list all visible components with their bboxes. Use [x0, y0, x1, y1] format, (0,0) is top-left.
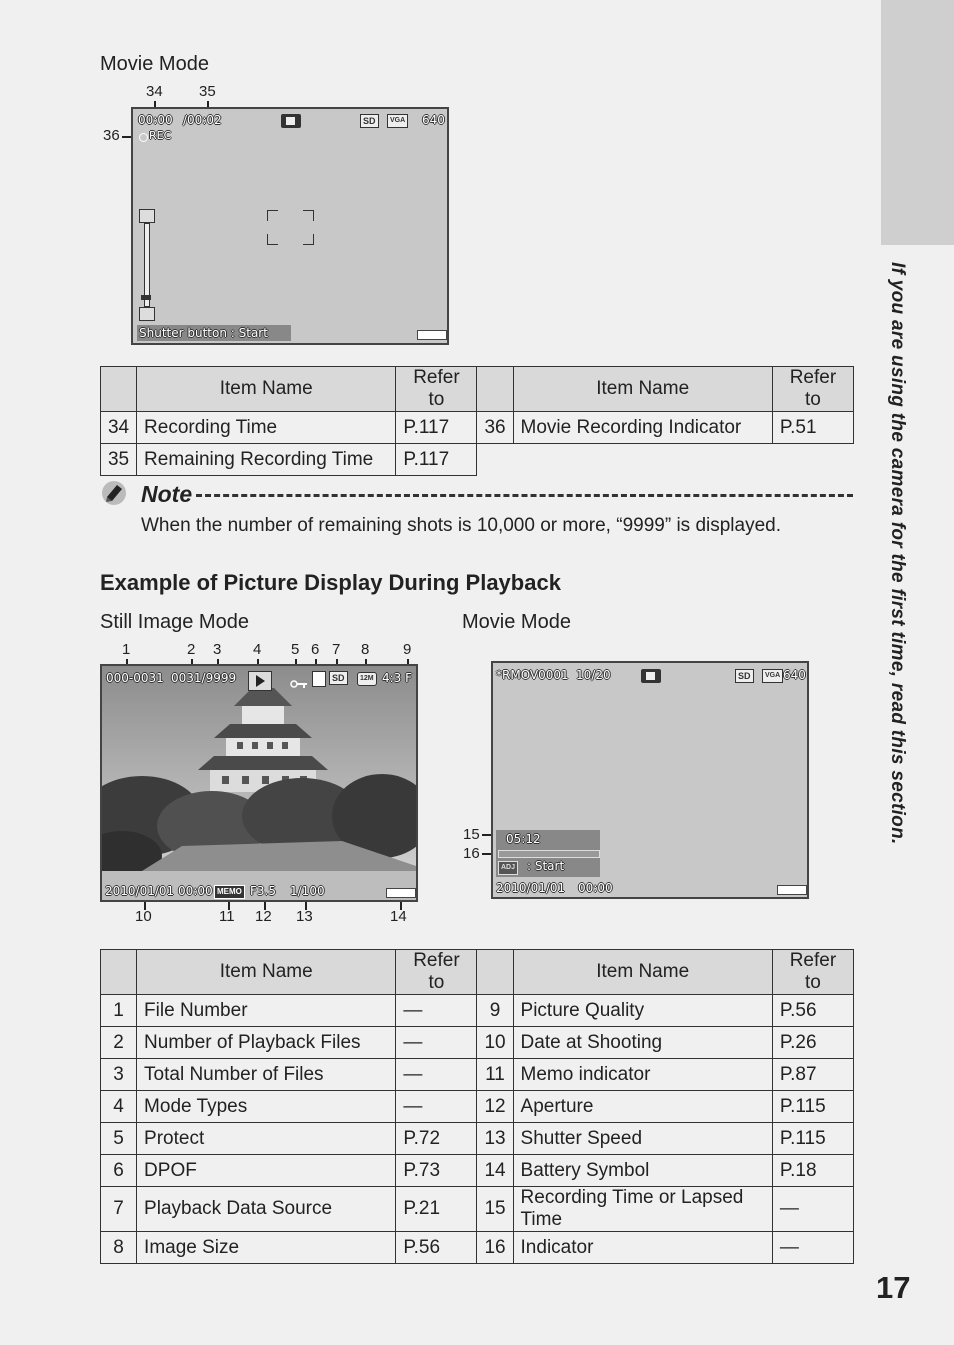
shutter-speed: 1/100: [290, 884, 325, 898]
zoom-wide-icon: [139, 307, 155, 321]
chapter-title: If you are using the camera for the first time, read this section.: [887, 262, 908, 845]
callout-15: 15: [463, 826, 480, 843]
movie-playback-screen: [491, 661, 809, 899]
image-size-icon: 12M: [357, 672, 377, 686]
movie-mode-label: Movie Mode: [100, 53, 209, 75]
callout-2: 2: [187, 641, 196, 658]
focus-frame-tr: [303, 210, 314, 221]
item-ref: P.51: [772, 412, 853, 444]
movie-mode-screen: [131, 107, 449, 345]
item-name: Remaining Recording Time: [137, 444, 396, 476]
item-ref: P.21: [396, 1187, 477, 1232]
shooting-time: 00:00: [178, 884, 213, 898]
movie-lapsed-time: 05:12: [506, 832, 541, 846]
protect-icon: [290, 675, 308, 683]
callout-9: 9: [403, 641, 412, 658]
item-ref: P.56: [772, 995, 853, 1027]
memo-icon: MEMO: [214, 885, 245, 899]
movie-file-count: 10/20: [576, 668, 611, 682]
item-ref: —: [396, 995, 477, 1027]
item-ref: P.117: [396, 444, 477, 476]
recording-time: 00:00: [138, 113, 173, 127]
callout-1: 1: [122, 641, 131, 658]
battery-icon: [417, 330, 447, 340]
shooting-date: 2010/01/01: [105, 884, 175, 898]
table-row: [101, 995, 854, 1027]
item-number: 6: [101, 1155, 137, 1187]
item-number: 34: [101, 412, 137, 444]
play-mode-icon: [248, 671, 272, 691]
aperture: F3.5: [250, 884, 276, 898]
item-name: Memo indicator: [513, 1059, 772, 1091]
item-number: 16: [477, 1232, 513, 1264]
note-text: When the number of remaining shots is 10,000 or more, “9999” is displayed.: [141, 515, 781, 536]
battery-icon: [386, 888, 416, 898]
movie-date: 2010/01/01: [496, 881, 566, 895]
item-number: 35: [101, 444, 137, 476]
item-name: File Number: [137, 995, 396, 1027]
callout-6: 6: [311, 641, 320, 658]
item-number: 2: [101, 1027, 137, 1059]
item-number: 13: [477, 1123, 513, 1155]
item-ref: —: [772, 1232, 853, 1264]
item-ref: P.87: [772, 1059, 853, 1091]
header-item-name: Item Name: [513, 367, 772, 412]
item-name: Protect: [137, 1123, 396, 1155]
movie-file-number: *RMOV0001: [496, 668, 569, 682]
header-blank: [101, 950, 137, 995]
vga-icon: VGA: [762, 669, 783, 683]
adj-start-label: : Start: [527, 859, 565, 873]
item-name: Mode Types: [137, 1091, 396, 1123]
focus-frame-bl: [267, 234, 278, 245]
item-name: Movie Recording Indicator: [513, 412, 772, 444]
callout-16: 16: [463, 845, 480, 862]
header-refer-to: Refer to: [772, 950, 853, 995]
item-number: 9: [477, 995, 513, 1027]
item-name: DPOF: [137, 1155, 396, 1187]
callout-10: 10: [135, 908, 152, 925]
castle-photo: [102, 666, 416, 900]
table-row: [101, 1091, 854, 1123]
callout-5: 5: [291, 641, 300, 658]
movie-image-size: 640: [783, 668, 806, 682]
item-name: Aperture: [513, 1091, 772, 1123]
callout-12: 12: [255, 908, 272, 925]
table-row: [101, 412, 854, 444]
item-number: 7: [101, 1187, 137, 1232]
sd-icon: SD: [329, 671, 348, 685]
callout-3: 3: [213, 641, 222, 658]
item-ref: P.115: [772, 1123, 853, 1155]
callout-14: 14: [390, 908, 407, 925]
item-number: 36: [477, 412, 513, 444]
playback-files: 0031/9999: [171, 671, 237, 685]
item-name: Playback Data Source: [137, 1187, 396, 1232]
item-number: 14: [477, 1155, 513, 1187]
image-size: 640: [422, 113, 445, 127]
page-number: 17: [876, 1270, 911, 1305]
movie-clock: 00:00: [578, 881, 613, 895]
chapter-side-text: [860, 262, 920, 922]
item-number: 11: [477, 1059, 513, 1091]
picture-quality: 4:3 F: [382, 671, 413, 685]
item-ref: —: [396, 1091, 477, 1123]
item-name: Total Number of Files: [137, 1059, 396, 1091]
item-name: Recording Time: [137, 412, 396, 444]
header-blank: [477, 950, 513, 995]
sd-icon: SD: [360, 114, 379, 128]
item-ref: P.117: [396, 412, 477, 444]
header-blank: [477, 367, 513, 412]
item-number: 12: [477, 1091, 513, 1123]
rec-indicator: REC: [149, 129, 172, 142]
note-title: Note: [141, 481, 193, 507]
remaining-time: /00:02: [183, 113, 222, 127]
item-name: Shutter Speed: [513, 1123, 772, 1155]
item-name: Indicator: [513, 1232, 772, 1264]
header-refer-to: Refer to: [772, 367, 853, 412]
still-image-mode-label: Still Image Mode: [100, 611, 249, 633]
item-number: 10: [477, 1027, 513, 1059]
dpof-icon: [312, 671, 326, 687]
playback-progress-bar: [498, 850, 600, 858]
table-row: [101, 1155, 854, 1187]
item-number: 8: [101, 1232, 137, 1264]
callout-34: 34: [146, 83, 163, 100]
header-refer-to: Refer to: [396, 950, 477, 995]
movie-items-table: [100, 366, 854, 476]
item-name: Date at Shooting: [513, 1027, 772, 1059]
item-ref: P.115: [772, 1091, 853, 1123]
file-number: 000-0031: [106, 671, 164, 685]
header-item-name: Item Name: [513, 950, 772, 995]
item-ref: P.26: [772, 1027, 853, 1059]
header-item-name: Item Name: [137, 950, 396, 995]
item-ref: —: [396, 1059, 477, 1091]
playback-heading: Example of Picture Display During Playback: [100, 570, 561, 595]
item-ref: P.72: [396, 1123, 477, 1155]
item-name: Image Size: [137, 1232, 396, 1264]
playback-items-table: [100, 949, 854, 1264]
header-item-name: Item Name: [137, 367, 396, 412]
callout-8: 8: [361, 641, 370, 658]
item-ref: —: [396, 1027, 477, 1059]
item-name: Battery Symbol: [513, 1155, 772, 1187]
item-number: 15: [477, 1187, 513, 1232]
item-name: Recording Time or Lapsed Time: [513, 1187, 772, 1232]
item-number: 4: [101, 1091, 137, 1123]
zoom-slider: [141, 295, 151, 300]
rec-circle-icon: [139, 133, 148, 142]
chapter-tab: [881, 0, 954, 245]
item-ref: P.56: [396, 1232, 477, 1264]
header-refer-to: Refer to: [396, 367, 477, 412]
focus-frame-tl: [267, 210, 278, 221]
shutter-hint: Shutter button : Start: [139, 326, 268, 340]
table-row: [101, 1059, 854, 1091]
table-row: [101, 1187, 854, 1232]
item-ref: P.73: [396, 1155, 477, 1187]
movie-camera-icon: [641, 669, 661, 683]
header-blank: [101, 367, 137, 412]
movie-camera-icon: [281, 114, 301, 128]
callout-13: 13: [296, 908, 313, 925]
vga-icon: VGA: [387, 114, 408, 128]
still-image-screen: [100, 664, 418, 902]
table-row: [101, 444, 854, 476]
callout-7: 7: [332, 641, 341, 658]
note-icon: [101, 480, 127, 506]
table-row: [101, 1027, 854, 1059]
callout-4: 4: [253, 641, 262, 658]
item-ref: P.18: [772, 1155, 853, 1187]
sd-icon: SD: [735, 669, 754, 683]
callout-36: 36: [103, 127, 120, 144]
item-name: Picture Quality: [513, 995, 772, 1027]
callout-35: 35: [199, 83, 216, 100]
item-number: 5: [101, 1123, 137, 1155]
note-dashes: [196, 494, 853, 497]
item-number: 1: [101, 995, 137, 1027]
callout-11: 11: [219, 908, 235, 925]
adj-icon: ADJ: [498, 861, 518, 875]
item-ref: —: [772, 1187, 853, 1232]
focus-frame-br: [303, 234, 314, 245]
table-row: [101, 1232, 854, 1264]
item-number: 3: [101, 1059, 137, 1091]
battery-icon: [777, 885, 807, 895]
zoom-tele-icon: [139, 209, 155, 223]
movie-mode-label-playback: Movie Mode: [462, 611, 571, 633]
item-name: Number of Playback Files: [137, 1027, 396, 1059]
table-row: [101, 1123, 854, 1155]
